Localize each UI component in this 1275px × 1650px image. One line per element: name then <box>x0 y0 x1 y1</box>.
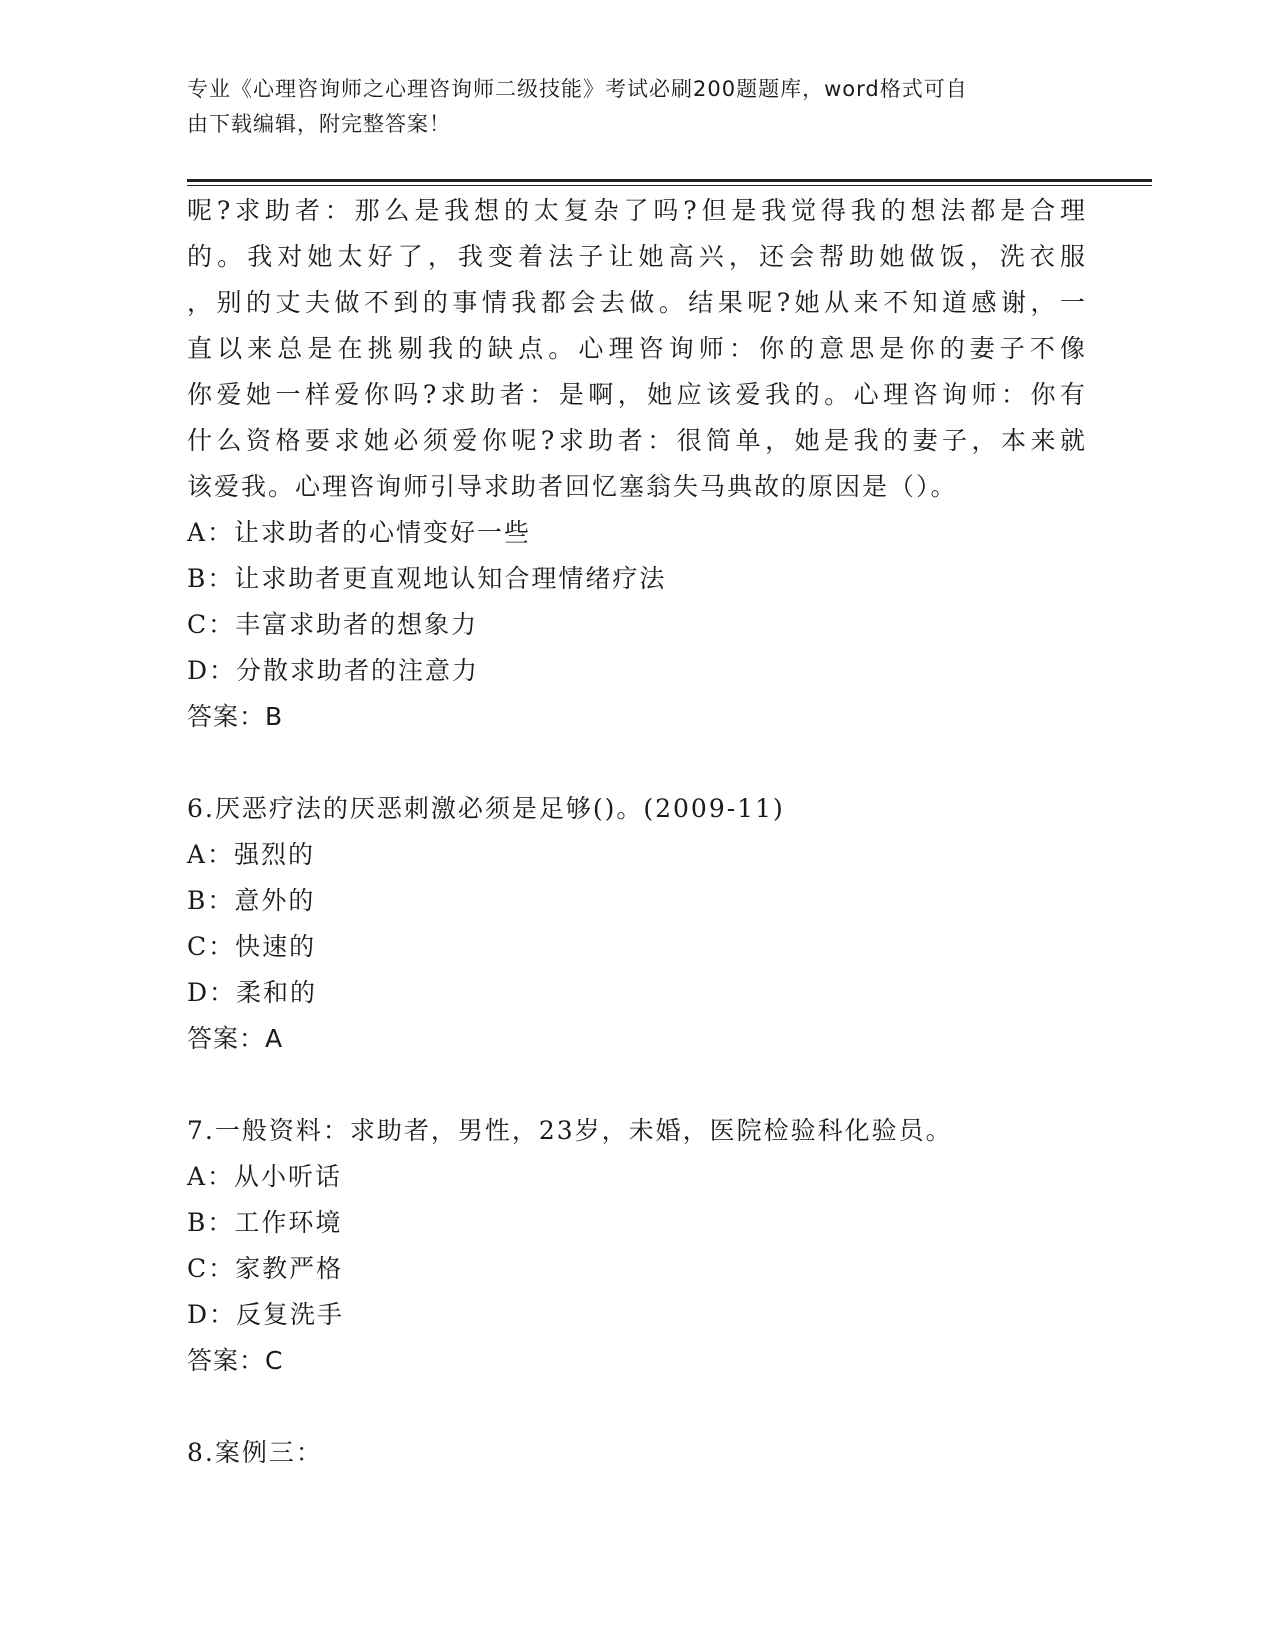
option-d: D：柔和的 <box>187 978 318 1007</box>
option-a: A：强烈的 <box>187 840 316 869</box>
header-divider-thick <box>187 179 1152 182</box>
option-b: B：让求助者更直观地认知合理情绪疗法 <box>187 564 667 593</box>
document-header <box>187 72 1077 142</box>
question-6 <box>187 786 1087 1062</box>
question-stem: 7.一般资料：求助者，男性，23岁，未婚，医院检验科化验员。 <box>187 1116 953 1145</box>
header-divider-thin <box>187 185 1152 186</box>
question-stem-line: 呢?求助者：那么是我想的太复杂了吗?但是我觉得我的想法都是合理 <box>187 196 1087 225</box>
question-stem-line: ，别的丈夫做不到的事情我都会去做。结果呢?她从来不知道感谢，一 <box>187 288 1087 317</box>
option-b: B：意外的 <box>187 886 316 915</box>
answer-line: 答案：B <box>187 702 284 731</box>
spacer <box>187 1062 1087 1108</box>
question-7 <box>187 1108 1087 1384</box>
option-c: C：丰富求助者的想象力 <box>187 610 479 639</box>
question-stem-line: 直以来总是在挑剔我的缺点。心理咨询师：你的意思是你的妻子不像 <box>187 334 1087 363</box>
question-stem-line: 你爱她一样爱你吗?求助者：是啊，她应该爱我的。心理咨询师：你有 <box>187 380 1087 409</box>
question-stem: 6.厌恶疗法的厌恶刺激必须是足够()。(2009-11) <box>187 794 785 823</box>
spacer <box>187 1384 1087 1430</box>
question-stem-line: 的。我对她太好了，我变着法子让她高兴，还会帮助她做饭，洗衣服 <box>187 242 1087 271</box>
option-b: B：工作环境 <box>187 1208 343 1237</box>
question-5 <box>187 188 1087 740</box>
answer-line: 答案：C <box>187 1346 284 1375</box>
spacer <box>187 740 1087 786</box>
option-c: C：家教严格 <box>187 1254 344 1283</box>
option-d: D：反复洗手 <box>187 1300 345 1329</box>
question-8 <box>187 1430 1087 1476</box>
question-content <box>187 188 1087 1476</box>
question-stem-line: 该爱我。心理咨询师引导求助者回忆塞翁失马典故的原因是（）。 <box>187 472 958 501</box>
option-c: C：快速的 <box>187 932 317 961</box>
option-a: A：让求助者的心情变好一些 <box>187 518 532 547</box>
option-d: D：分散求助者的注意力 <box>187 656 480 685</box>
header-line-2: 由下载编辑，附完整答案！ <box>187 112 451 136</box>
header-line-1: 专业《心理咨询师之心理咨询师二级技能》考试必刷200题题库，word格式可自 <box>187 77 968 101</box>
question-stem-line: 什么资格要求她必须爱你呢?求助者：很简单，她是我的妻子，本来就 <box>187 426 1087 455</box>
answer-line: 答案：A <box>187 1024 284 1053</box>
option-a: A：从小听话 <box>187 1162 343 1191</box>
question-stem: 8.案例三： <box>187 1438 323 1467</box>
